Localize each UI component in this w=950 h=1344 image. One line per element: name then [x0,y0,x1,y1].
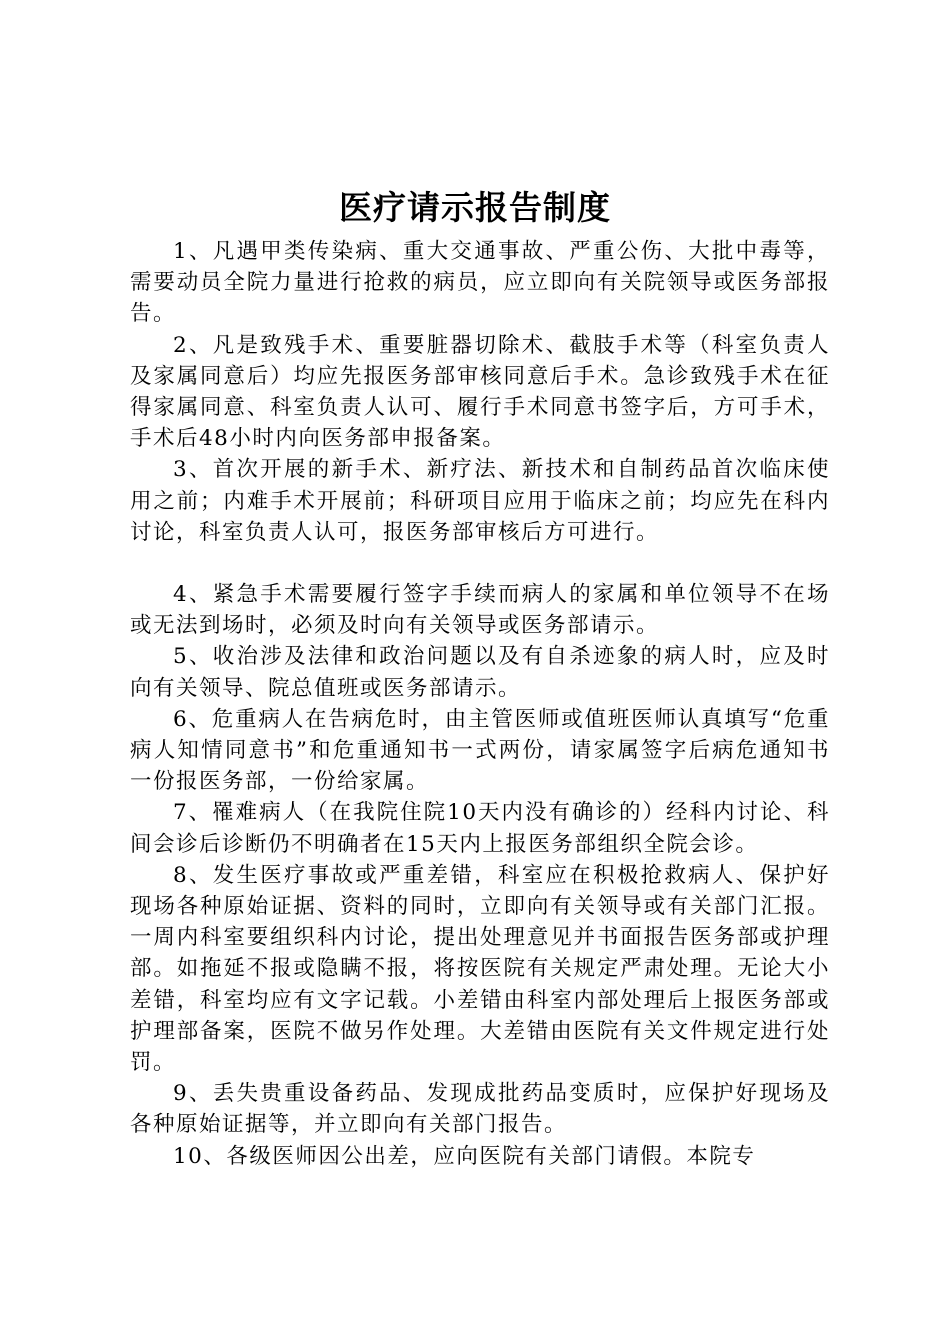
document-title: 医疗请示报告制度 [339,188,611,227]
paragraph-1: 1、凡遇甲类传染病、重大交通事故、严重公伤、大批中毒等，需要动员全院力量进行抢救的病员，应立即向有关院领导或医务部报告。 [130,239,830,327]
paragraph-2: 2、凡是致残手术、重要脏器切除术、截肢手术等（科室负责人及家属同意后）均应先报医务部审核同意后手术。急诊致残手术在征得家属同意、科室负责人认可、履行手术同意书签字后，方可手术，手术后48小时内向医务部申报备案。 [130,332,830,452]
paragraph-10: 10、各级医师因公出差，应向医院有关部门请假。本院专 [173,1143,756,1169]
document-body [130,236,830,1172]
paragraph-6: 6、危重病人在告病危时，由主管医师或值班医师认真填写“危重病人知情同意书”和危重通知书一式两份，请家属签字后病危通知书一份报医务部，一份给家属。 [130,706,830,795]
paragraph-5: 5、收治涉及法律和政治问题以及有自杀迹象的病人时，应及时向有关领导、院总值班或医务部请示。 [130,644,830,701]
paragraph-7: 7、罹难病人（在我院住院10天内没有确诊的）经科内讨论、科间会诊后诊断仍不明确者在15天内上报医务部组织全院会诊。 [130,800,830,857]
paragraph-3: 3、首次开展的新手术、新疗法、新技术和自制药品首次临床使用之前；内难手术开展前；科研项目应用于临床之前；均应先在科内讨论，科室负责人认可，报医务部审核后方可进行。 [130,457,830,545]
paragraph-9: 9、丢失贵重设备药品、发现成批药品变质时，应保护好现场及各种原始证据等，并立即向有关部门报告。 [130,1081,830,1138]
paragraph-8: 8、发生医疗事故或严重差错，科室应在积极抢救病人、保护好现场各种原始证据、资料的同时，立即向有关领导或有关部门汇报。一周内科室要组织科内讨论，提出处理意见并书面报告医务部或护理部。如拖延不报或隐瞒不报，将按医院有关规定严肃处理。无论大小差错，科室均应有文字记载。小差错由科室内部处理后上报医务部或护理部备案，医院不做另作处理。大差错由医院有关文件规定进行处罚。 [130,862,830,1076]
paragraph-4: 4、紧急手术需要履行签字手续而病人的家属和单位领导不在场或无法到场时，必须及时向有关领导或医务部请示。 [130,582,830,639]
